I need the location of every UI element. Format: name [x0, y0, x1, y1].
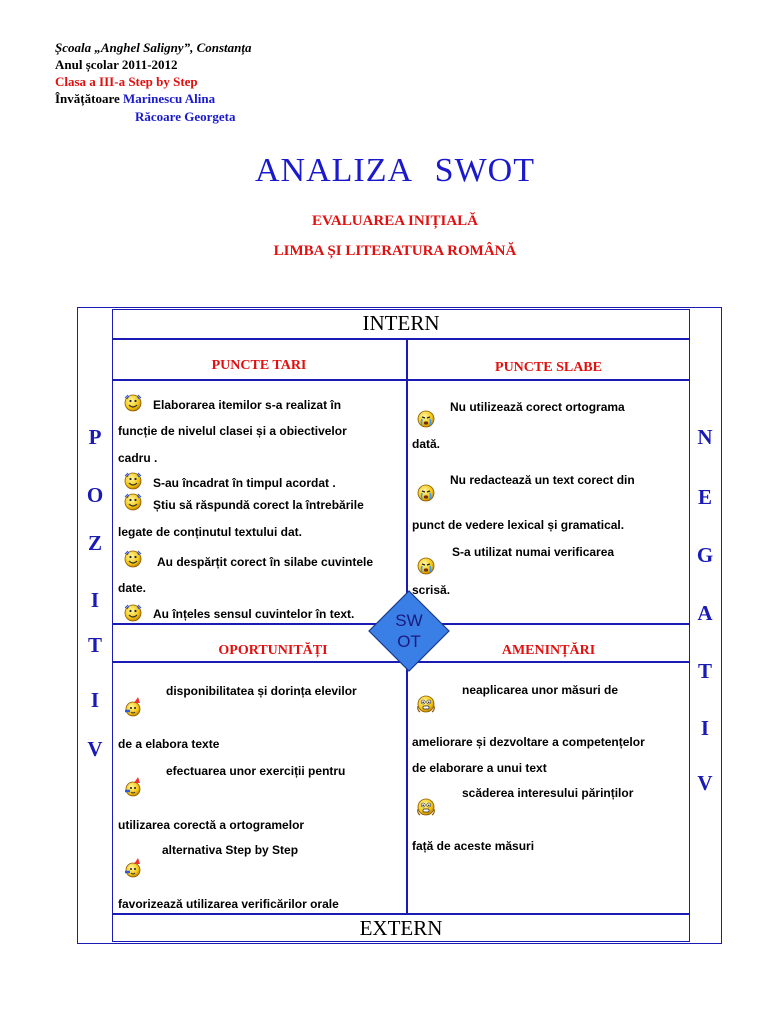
strength-line: Au înțeles sensul cuvintelor în text. [153, 607, 355, 621]
teachers-line [55, 91, 215, 107]
smiley-icon [123, 392, 143, 412]
school-year: Anul școlar 2011-2012 [55, 57, 178, 72]
crying-face-icon [416, 556, 436, 576]
weaknesses-heading: PUNCTE SLABE [495, 360, 602, 375]
swot-center-label [380, 610, 438, 652]
scared-face-icon [416, 797, 436, 817]
threat-line: de elaborare a unui text [412, 761, 547, 775]
left-letter: I [90, 688, 100, 712]
threat-line: scăderea interesului părinților [462, 786, 634, 800]
opportunity-line: efectuarea unor exerciții pentru [166, 764, 346, 778]
school-name: Școala „Anghel Saligny”, Constanța [55, 40, 252, 55]
divider-line [112, 379, 690, 381]
intern-label: INTERN [362, 311, 440, 335]
strength-line: cadru . [118, 451, 158, 465]
subtitle-evaluation: EVALUAREA INIȚIALĂ [311, 213, 479, 229]
opportunity-line: disponibilitatea și dorința elevilor [166, 684, 357, 698]
party-face-icon [122, 777, 142, 797]
extern-label: EXTERN [359, 916, 443, 940]
opportunities-heading: OPORTUNITĂȚI [218, 643, 328, 658]
weakness-line: dată. [412, 437, 441, 451]
strength-line: legate de conținutul textului dat. [118, 525, 303, 539]
left-letter: T [87, 633, 102, 657]
smiley-icon [123, 548, 143, 568]
threat-line: neaplicarea unor măsuri de [462, 683, 619, 697]
swot-center-line-2: OT [397, 632, 421, 651]
teachers-label: Învățătoare [55, 91, 124, 106]
scared-face-icon [416, 694, 436, 714]
threat-line: ameliorare și dezvoltare a competențelor [412, 735, 645, 749]
right-letter: A [697, 601, 713, 625]
opportunity-line: favorizează utilizarea verificărilor orale [118, 897, 339, 911]
weakness-line: punct de vedere lexical și gramatical. [412, 518, 625, 532]
subtitle-subject: LIMBA ȘI LITERATURA ROMÂNĂ [273, 243, 517, 259]
strengths-heading: PUNCTE TARI [211, 358, 307, 373]
weakness-line: S-a utilizat numai verificarea [452, 545, 615, 559]
threats-heading: AMENINȚĂRI [501, 643, 596, 658]
right-letter: E [697, 485, 712, 509]
teacher-1: Marinescu Alina [123, 91, 216, 106]
threat-line: față de aceste măsuri [412, 839, 535, 853]
right-letter: V [697, 771, 713, 795]
left-letter: Z [87, 531, 102, 555]
divider-line [112, 338, 690, 340]
crying-face-icon [416, 409, 436, 429]
party-face-icon [122, 697, 142, 717]
crying-face-icon [416, 483, 436, 503]
opportunity-line: utilizarea corectă a ortogramelor [118, 818, 305, 832]
strength-line: Elaborarea itemilor s-a realizat în [153, 398, 342, 412]
strength-line: Au despărțit corect în silabe cuvintele [157, 555, 374, 569]
page-title: ANALIZA SWOT [254, 152, 536, 189]
teacher-2: Răcoare Georgeta [135, 109, 236, 124]
strength-line: date. [118, 581, 147, 595]
strength-line: S-au încadrat în timpul acordat . [153, 476, 336, 490]
smiley-icon [123, 470, 143, 490]
swot-center-line-1: SW [395, 611, 423, 630]
left-letter: O [86, 483, 104, 507]
opportunity-line: de a elabora texte [118, 737, 220, 751]
class-name: Clasa a III-a Step by Step [55, 74, 198, 89]
divider-line [112, 913, 690, 915]
weakness-line: Nu redactează un text corect din [450, 473, 635, 487]
left-letter: V [87, 737, 103, 761]
right-letter: G [696, 543, 714, 567]
left-letter: I [90, 588, 100, 612]
right-letter: I [700, 716, 710, 740]
strength-line: funcție de nivelul clasei și a obiectivelor [118, 424, 347, 438]
right-letter: N [697, 425, 713, 449]
opportunity-line: alternativa Step by Step [162, 843, 299, 857]
weakness-line: Nu utilizează corect ortograma [450, 400, 625, 414]
weakness-line: scrisă. [412, 583, 451, 597]
smiley-icon [123, 491, 143, 511]
right-letter: T [697, 659, 712, 683]
left-letter: P [88, 425, 102, 449]
party-face-icon [122, 858, 142, 878]
smiley-icon [123, 602, 143, 622]
strength-line: Știu să răspundă corect la întrebările [153, 498, 364, 512]
